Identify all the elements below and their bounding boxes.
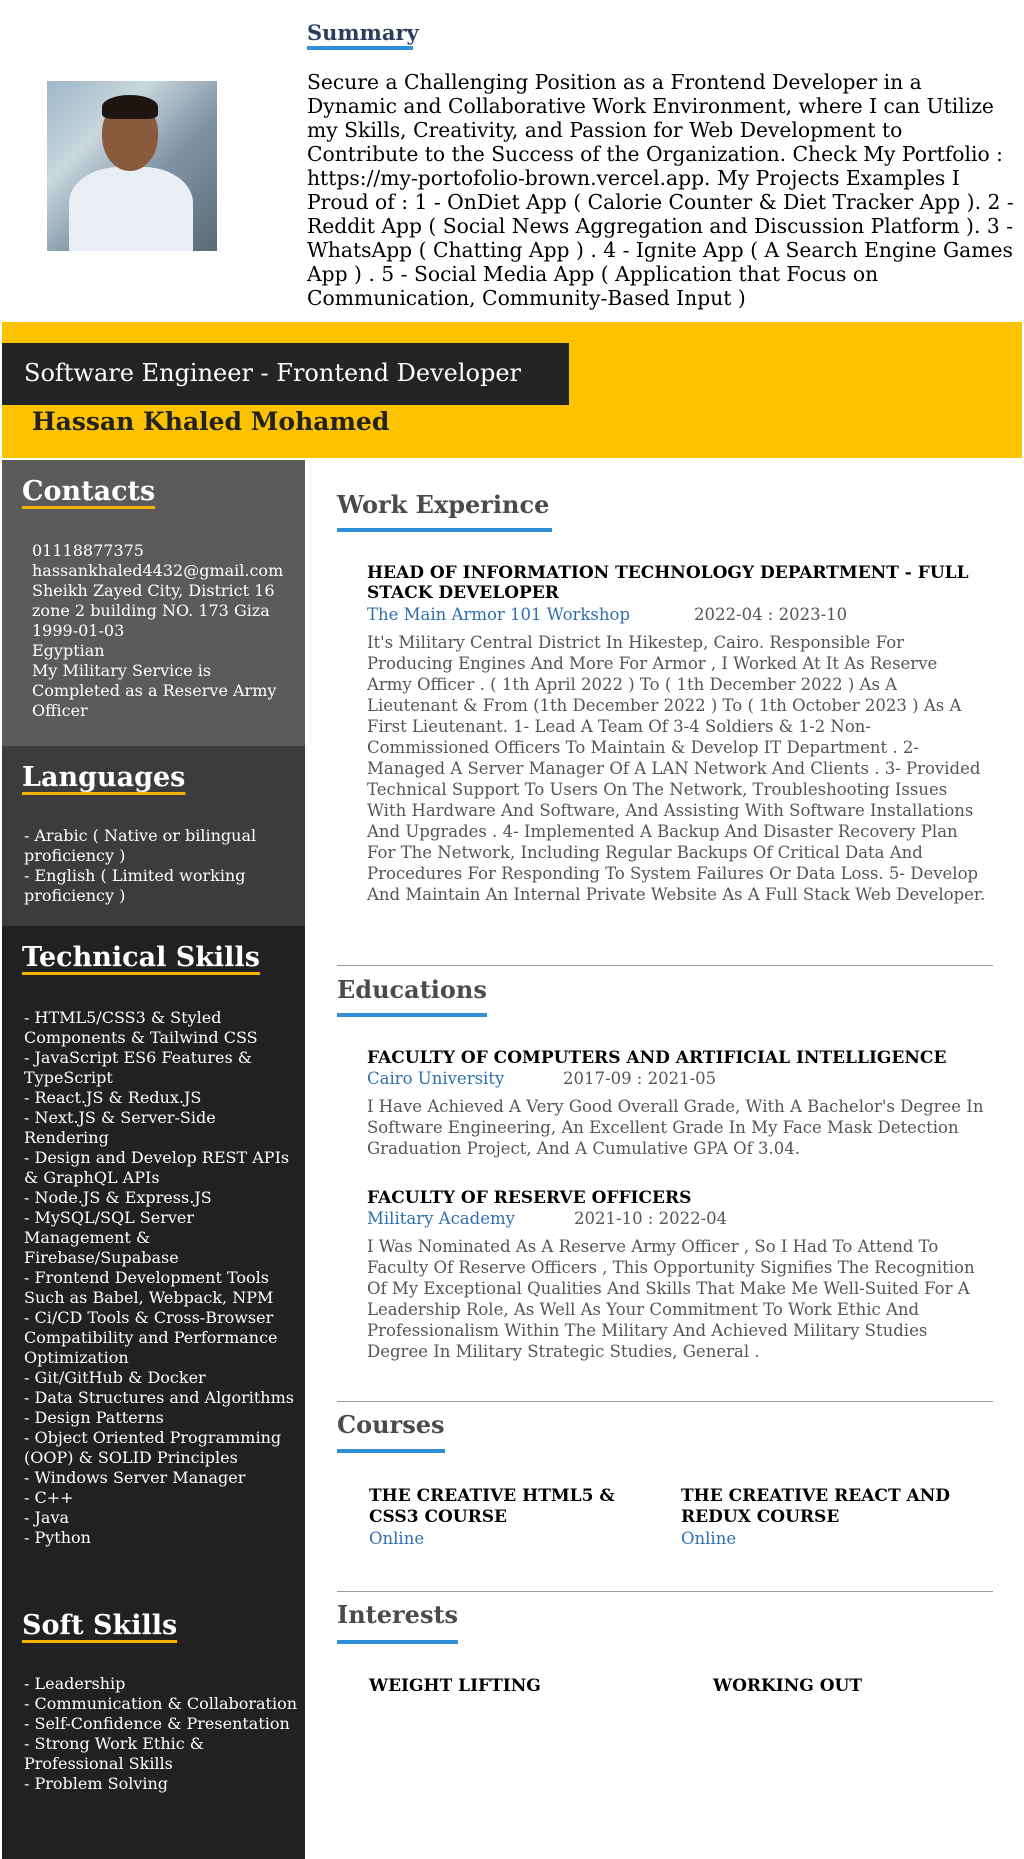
contacts-title: Contacts xyxy=(22,476,156,507)
skill-item: - Object Oriented Programming (OOP) & SOLID Principles xyxy=(24,1428,282,1467)
education-entry-org: Cairo University xyxy=(367,1069,505,1088)
education-title: Educations xyxy=(337,975,487,1004)
education-entry-dates: 2021-10 : 2022-04 xyxy=(574,1209,728,1228)
photo-hair-shape xyxy=(102,95,158,119)
skill-item: - Node.JS & Express.JS xyxy=(24,1188,212,1207)
soft-skill-item: - Self-Confidence & Presentation xyxy=(24,1714,290,1733)
contacts-list xyxy=(32,541,302,721)
course-mode: Online xyxy=(369,1529,425,1548)
summary-text: Secure a Challenging Position as a Frontend Developer in a Dynamic and Collaborative Work Environment, where I can Utilize my Skills, Creativity, and Passion for Web Development to Contribute to the Success of the Organization. Check My Portfolio : https://my-portofolio-brown.vercel.app. My Projects Examples I Proud of : 1 - OnDiet App ( Calorie Counter & Diet Tracker App ). 2 - Reddit App ( Social News Aggregation and Discussion Platform ). 3 - WhatsApp ( Chatting App ) . 4 - Ignite App ( A Search Engine Games App ) . 5 - Social Media App ( Application that Focus on Communication, Community-Based Input ) xyxy=(307,70,1014,310)
soft-skill-item: - Strong Work Ethic & Professional Skills xyxy=(24,1734,205,1773)
soft-skill-item: - Problem Solving xyxy=(24,1774,169,1793)
contact-address: Sheikh Zayed City, District 16 zone 2 building NO. 173 Giza xyxy=(32,581,275,620)
education-entry-dates: 2017-09 : 2021-05 xyxy=(563,1069,717,1088)
technical-skills-title: Technical Skills xyxy=(22,942,260,973)
photo-shirt-shape xyxy=(69,167,193,251)
interest-item: WEIGHT LIFTING xyxy=(369,1676,541,1696)
section-divider xyxy=(337,1591,993,1592)
courses-title: Courses xyxy=(337,1410,445,1439)
technical-skills-list xyxy=(24,1008,299,1548)
languages-title: Languages xyxy=(22,762,186,793)
skill-item: - Ci/CD Tools & Cross-Browser Compatibility and Performance Optimization xyxy=(24,1308,278,1367)
skill-item: - Frontend Development Tools Such as Babel, Webpack, NPM xyxy=(24,1268,274,1307)
section-divider xyxy=(337,1401,993,1402)
skill-item: - Java xyxy=(24,1508,70,1527)
skill-item: - Python xyxy=(24,1528,91,1547)
contact-email: hassankhaled4432@gmail.com xyxy=(32,561,284,580)
sidebar-skills xyxy=(2,926,305,1859)
work-entry-title: HEAD OF INFORMATION TECHNOLOGY DEPARTMENT - FULL STACK DEVELOPER xyxy=(367,563,969,603)
courses-underline xyxy=(337,1449,445,1453)
skill-item: - React.JS & Redux.JS xyxy=(24,1088,202,1107)
soft-skills-title: Soft Skills xyxy=(22,1610,178,1641)
soft-skills-list xyxy=(24,1674,299,1794)
education-entry-desc: I Have Achieved A Very Good Overall Grade, With A Bachelor's Degree In Software Engineering, An Excellent Grade In My Face Mask Detection Graduation Project, And A Cumulative GPA Of 3.04. xyxy=(367,1097,984,1158)
skill-item: - Design and Develop REST APIs & GraphQL APIs xyxy=(24,1148,290,1187)
summary-title: Summary xyxy=(307,20,419,45)
skill-item: - MySQL/SQL Server Management & Firebase/Supabase xyxy=(24,1208,195,1267)
contact-birthdate: 1999-01-03 xyxy=(32,621,125,640)
contact-military: My Military Service is Completed as a Reserve Army Officer xyxy=(32,661,277,720)
education-entry-desc: I Was Nominated As A Reserve Army Officer , So I Had To Attend To Faculty Of Reserve Officers , This Opportunity Signifies The Recognition Of My Exceptional Qualities And Skills That Make Me Well-Suited For A Leadership Role, As Well As Your Commitment To Work Ethic And Professionalism Within The Military And Achieved Military Studies Degree In Military Strategic Studies, General . xyxy=(367,1237,975,1361)
person-name: Hassan Khaled Mohamed xyxy=(32,407,390,436)
education-entry-title: FACULTY OF COMPUTERS AND ARTIFICIAL INTELLIGENCE xyxy=(367,1048,947,1068)
skill-item: - Windows Server Manager xyxy=(24,1468,246,1487)
profile-photo xyxy=(47,81,217,251)
skill-item: - JavaScript ES6 Features & TypeScript xyxy=(24,1048,252,1087)
work-entry-org: The Main Armor 101 Workshop xyxy=(367,605,631,624)
education-entry-org: Military Academy xyxy=(367,1209,515,1228)
education-entry-title: FACULTY OF RESERVE OFFICERS xyxy=(367,1188,692,1208)
work-entry-dates: 2022-04 : 2023-10 xyxy=(694,605,848,624)
skill-item: - Data Structures and Algorithms xyxy=(24,1388,294,1407)
interests-title: Interests xyxy=(337,1600,459,1629)
work-experience-title: Work Experince xyxy=(337,490,550,519)
section-divider xyxy=(337,965,993,966)
languages-list xyxy=(24,826,299,906)
soft-skill-item: - Communication & Collaboration xyxy=(24,1694,298,1713)
skill-item: - C++ xyxy=(24,1488,74,1507)
job-role: Software Engineer - Frontend Developer xyxy=(24,359,521,387)
role-box xyxy=(2,343,569,405)
skill-item: - Next.JS & Server-Side Rendering xyxy=(24,1108,216,1147)
work-experience-underline xyxy=(337,528,552,532)
skill-item: - Design Patterns xyxy=(24,1408,164,1427)
language-item: - Arabic ( Native or bilingual proficiency ) xyxy=(24,826,257,865)
contact-nationality: Egyptian xyxy=(32,641,105,660)
skill-item: - Git/GitHub & Docker xyxy=(24,1368,206,1387)
course-title: THE CREATIVE HTML5 & CSS3 COURSE xyxy=(369,1486,615,1527)
soft-skill-item: - Leadership xyxy=(24,1674,126,1693)
education-underline xyxy=(337,1013,487,1017)
language-item: - English ( Limited working proficiency ) xyxy=(24,866,246,905)
interest-item: WORKING OUT xyxy=(713,1676,863,1696)
course-title: THE CREATIVE REACT AND REDUX COURSE xyxy=(681,1486,950,1527)
sidebar-contacts xyxy=(2,460,305,746)
course-mode: Online xyxy=(681,1529,737,1548)
interests-underline xyxy=(337,1640,458,1644)
summary-underline xyxy=(307,46,413,50)
sidebar-languages xyxy=(2,746,305,926)
contact-phone: 01118877375 xyxy=(32,541,144,560)
work-entry-desc: It's Military Central District In Hikestep, Cairo. Responsible For Producing Engines And More For Armor , I Worked At It As Reserve Army Officer . ( 1th April 2022 ) To ( 1th December 2022 ) As A Lieutenant & From (1th December 2022 ) To ( 1th October 2023 ) As A First Lieutenant. 1- Lead A Team Of 3-4 Soldiers & 1-2 Non-Commissioned Officers To Maintain & Develop IT Department . 2- Managed A Server Manager Of A LAN Network And Clients . 3- Provided Technical Support To Users On The Network, Troubleshooting Issues With Hardware And Software, And Assisting With Software Installations And Upgrades . 4- Implemented A Backup And Disaster Recovery Plan For The Network, Including Regular Backups Of Critical Data And Procedures For Responding To System Failures Or Data Loss. 5- Develop And Maintain An Internal Private Website As A Full Stack Web Developer. xyxy=(367,633,986,904)
skill-item: - HTML5/CSS3 & Styled Components & Tailwind CSS xyxy=(24,1008,258,1047)
